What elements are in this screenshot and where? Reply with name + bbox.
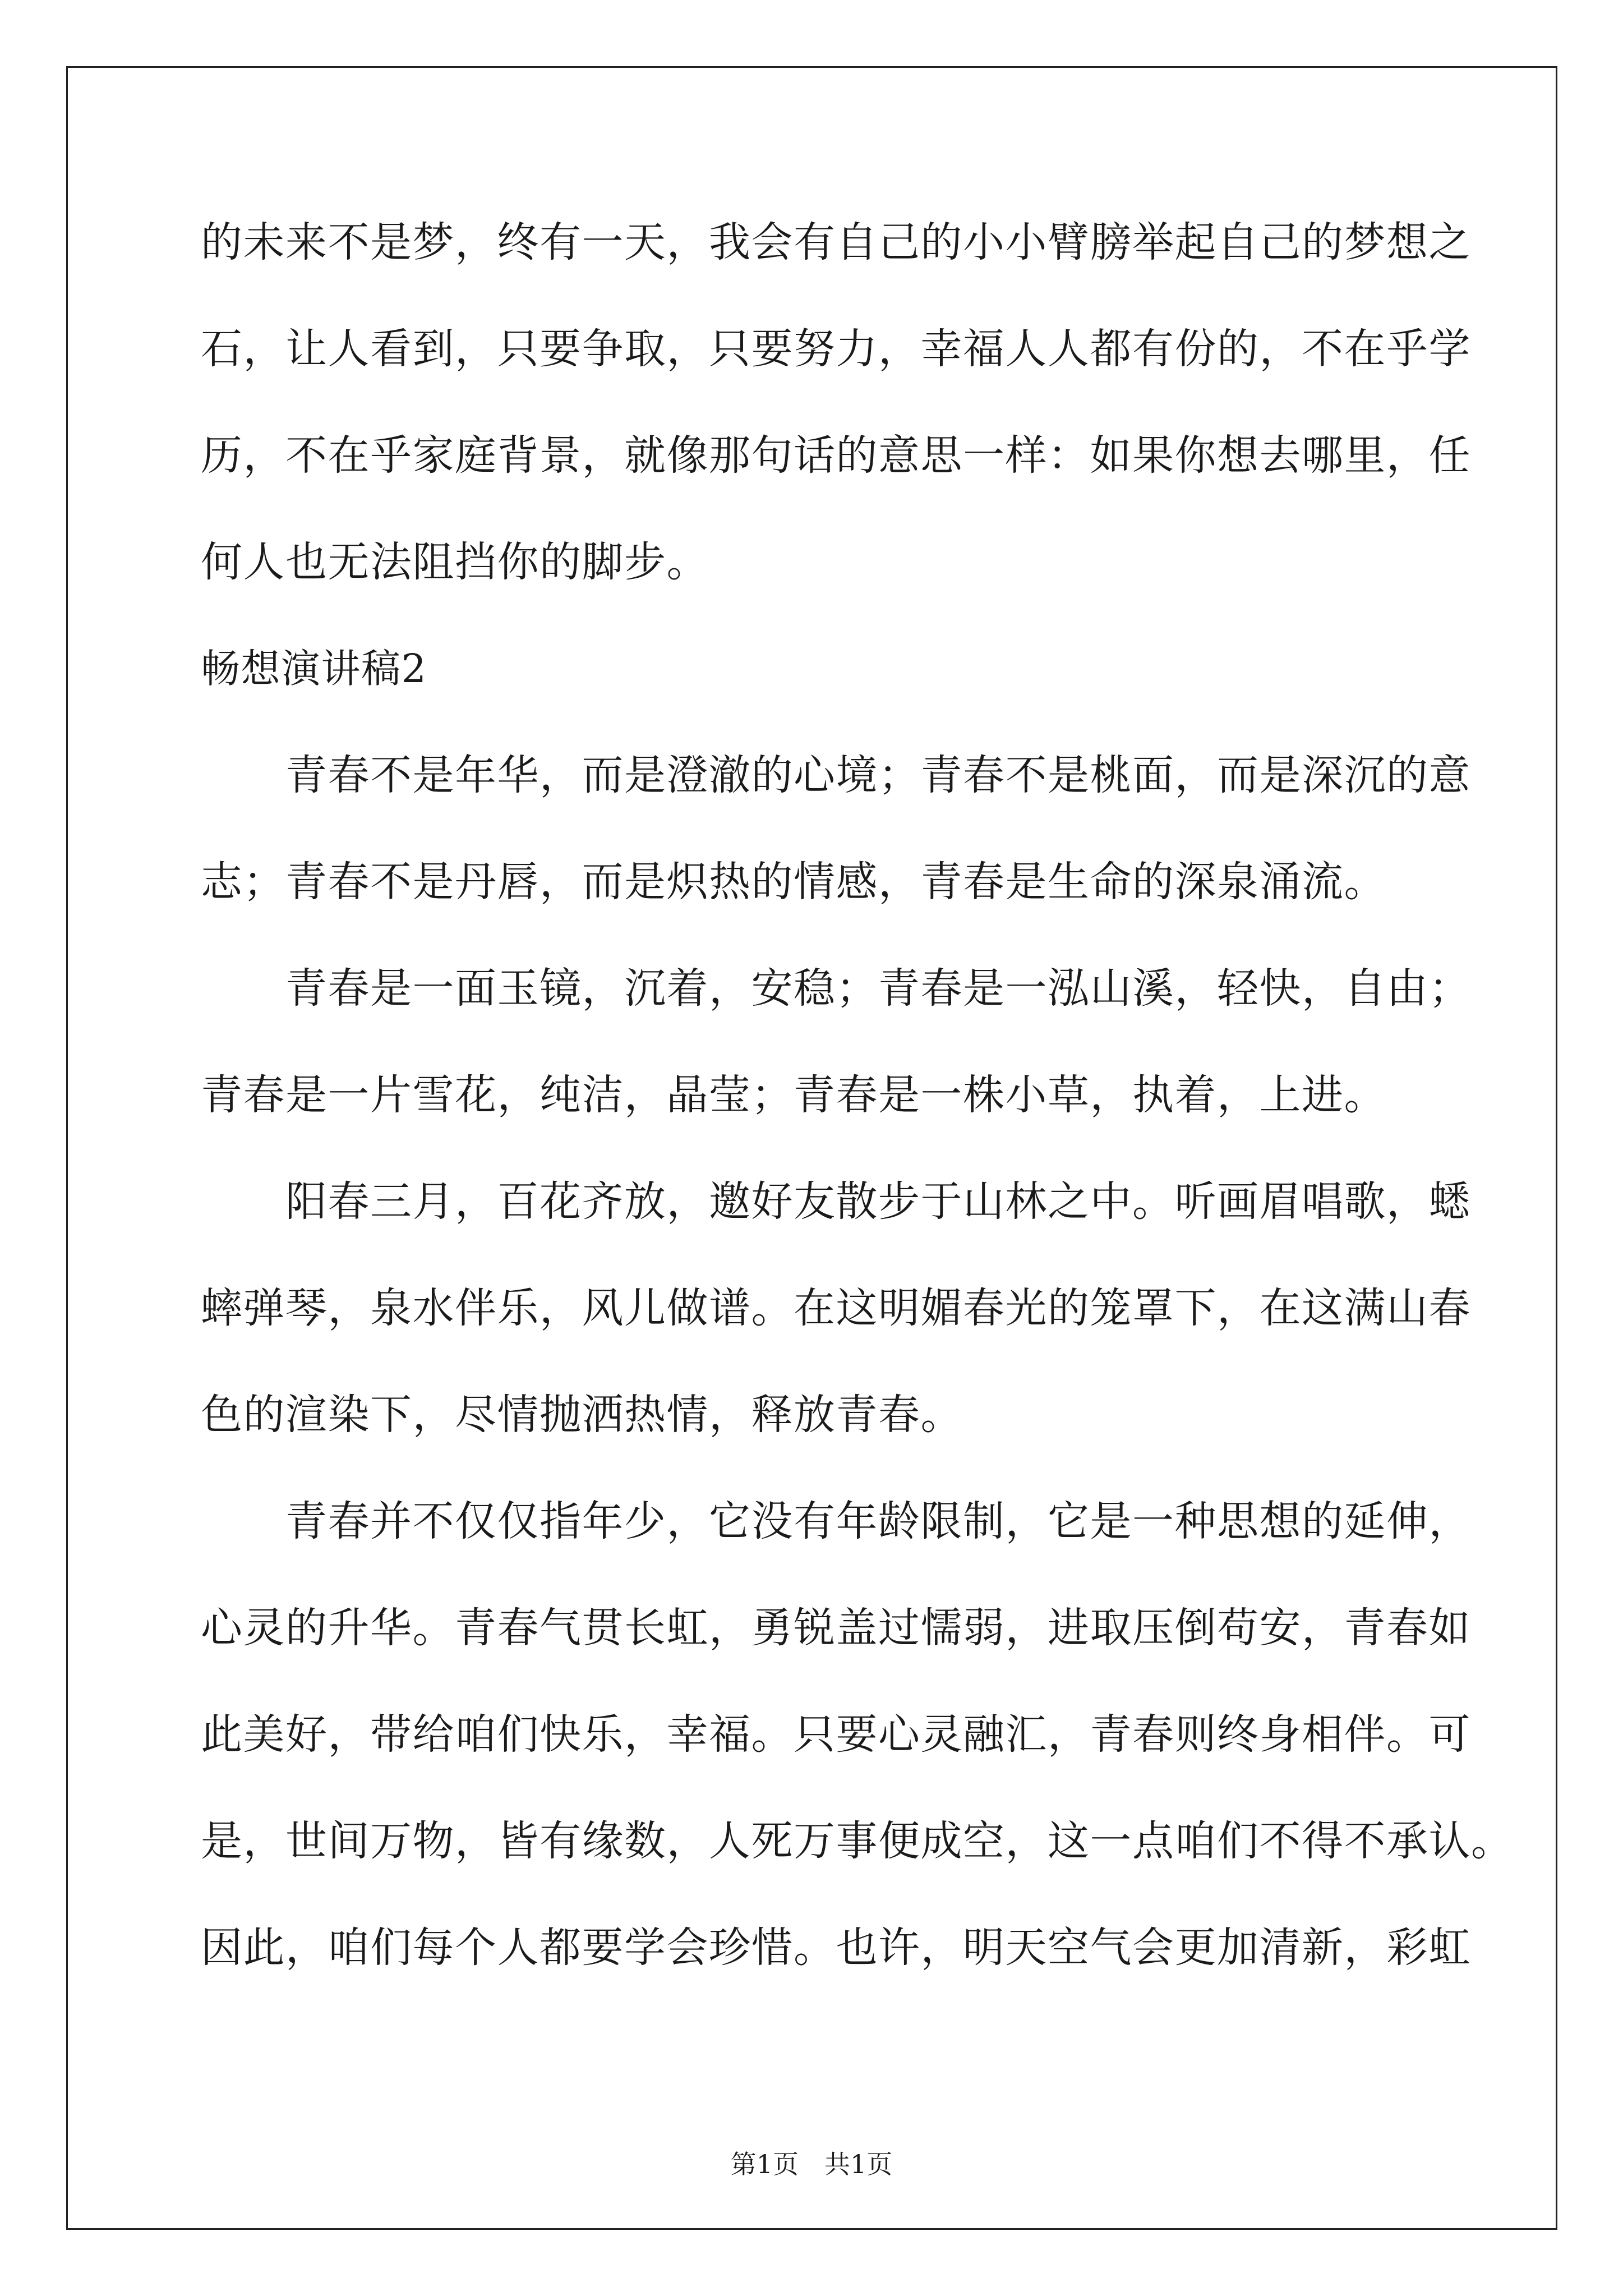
body-line: 心灵的升华。青春气贯长虹，勇锐盖过懦弱，进取压倒苟安，青春如 <box>201 1604 1471 1652</box>
body-line: 阳春三月，百花齐放，邀好友散步于山林之中。听画眉唱歌，蟋 <box>201 1177 1471 1226</box>
body-line: 志；青春不是丹唇，而是炽热的情感，青春是生命的深泉涌流。 <box>201 858 1386 906</box>
body-line: 的未来不是梦，终有一天，我会有自己的小小臂膀举起自己的梦想之 <box>201 218 1471 266</box>
body-line: 此美好，带给咱们快乐，幸福。只要心灵融汇，青春则终身相伴。可 <box>201 1710 1471 1759</box>
page-number-footer: 第1页 共1页 <box>730 2149 893 2179</box>
section-heading: 畅想演讲稿2 <box>201 646 427 692</box>
body-line: 何人也无法阻挡你的脚步。 <box>201 538 709 586</box>
body-line: 因此，咱们每个人都要学会珍惜。也许，明天空气会更加清新，彩虹 <box>201 1924 1471 1972</box>
body-line: 是，世间万物，皆有缘数，人死万事便成空，这一点咱们不得不承认。 <box>201 1817 1514 1865</box>
body-line: 历，不在乎家庭背景，就像那句话的意思一样：如果你想去哪里，任 <box>201 431 1471 480</box>
body-line: 蟀弹琴，泉水伴乐，风儿做谱。在这明媚春光的笼罩下，在这满山春 <box>201 1284 1471 1332</box>
body-line: 青春是一片雪花，纯洁，晶莹；青春是一株小草，执着，上进。 <box>201 1071 1386 1119</box>
document-body <box>201 215 1514 2027</box>
body-line: 青春不是年华，而是澄澈的心境；青春不是桃面，而是深沉的意 <box>201 751 1471 799</box>
body-line: 石，让人看到，只要争取，只要努力，幸福人人都有份的，不在乎学 <box>201 325 1471 373</box>
body-line: 色的渲染下，尽情抛洒热情，释放青春。 <box>201 1391 963 1439</box>
body-line: 青春是一面玉镜，沉着，安稳；青春是一泓山溪，轻快，自由； <box>201 964 1471 1013</box>
body-line: 青春并不仅仅指年少，它没有年龄限制，它是一种思想的延伸， <box>201 1497 1471 1545</box>
